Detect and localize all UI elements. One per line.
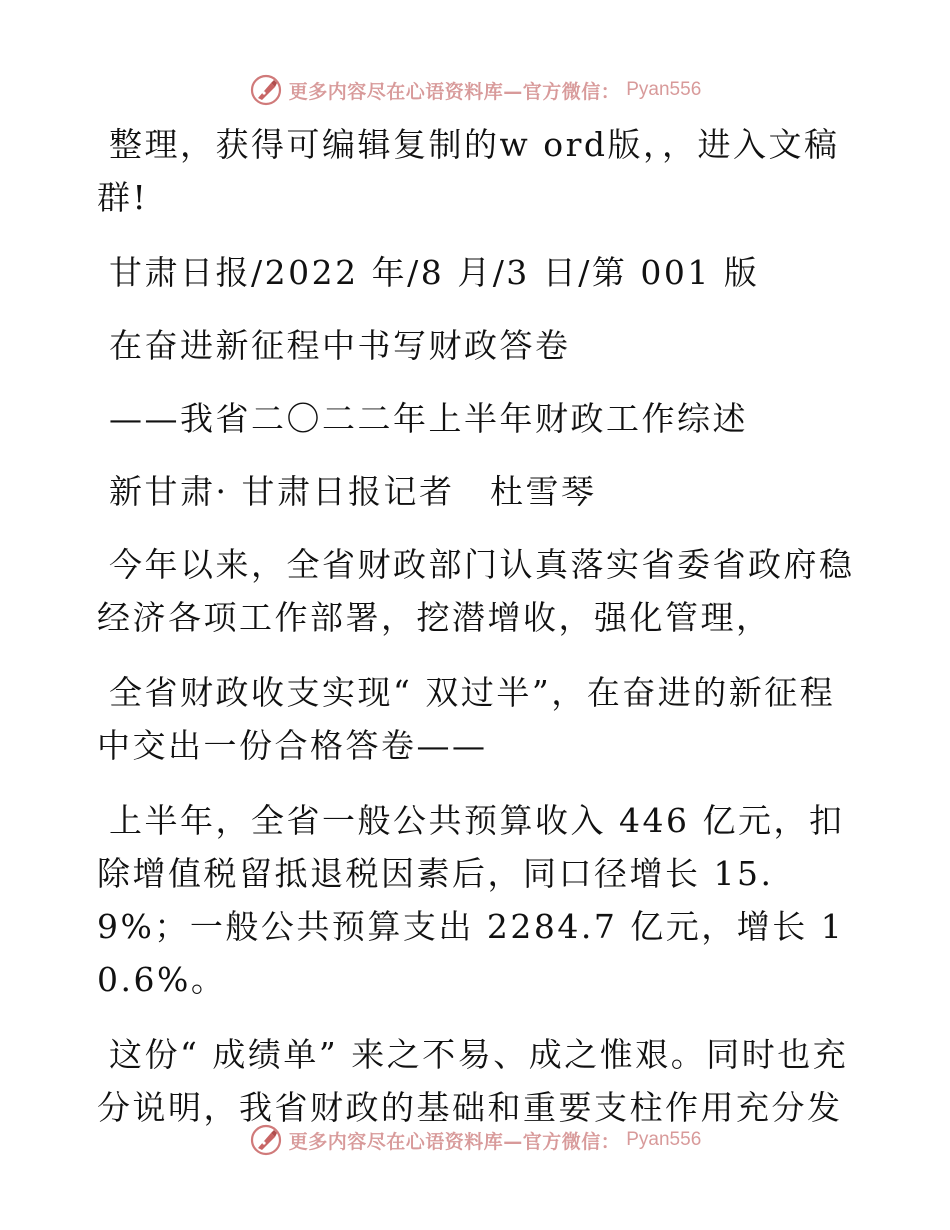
document-body [97,118,857,1156]
body-paragraph: 这份“ 成绩单” 来之不易、成之惟艰。同时也充分说明，我省财政的基础和重要支柱作用充分发 [97,1035,849,1127]
header-watermark [0,70,950,110]
watermark-text: 更多内容尽在心语资料库—官方微信： [288,1130,621,1153]
article-subtitle: ——我省二〇二二年上半年财政工作综述 [109,399,748,438]
intro-paragraph: 整理，获得可编辑复制的w ord版，，进入文稿群! [97,125,840,217]
pen-nib-circle-icon [249,73,283,107]
byline: 新甘肃· 甘肃日报记者 杜雪琴 [109,472,597,511]
pen-nib-circle-icon [249,1123,283,1157]
source-line: 甘肃日报/2022 年/8 月/3 日/第 001 版 [109,253,760,292]
body-paragraph: 上半年，全省一般公共预算收入 446 亿元，扣除增值税留抵退税因素后，同口径增长 15.9%；一般公共预算支出 2284.7 亿元，增长 10.6%。 [97,801,845,999]
body-paragraph: 今年以来，全省财政部门认真落实省委省政府稳经济各项工作部署，挖潜增收，强化管理， [97,545,855,637]
watermark-handle: Pyan556 [626,79,702,100]
article-title: 在奋进新征程中书写财政答卷 [109,326,571,365]
watermark-handle: Pyan556 [626,1129,702,1150]
body-paragraph: 全省财政收支实现“ 双过半”，在奋进的新征程中交出一份合格答卷—— [97,673,836,765]
footer-watermark [0,1120,950,1160]
watermark-text: 更多内容尽在心语资料库—官方微信： [288,80,621,103]
